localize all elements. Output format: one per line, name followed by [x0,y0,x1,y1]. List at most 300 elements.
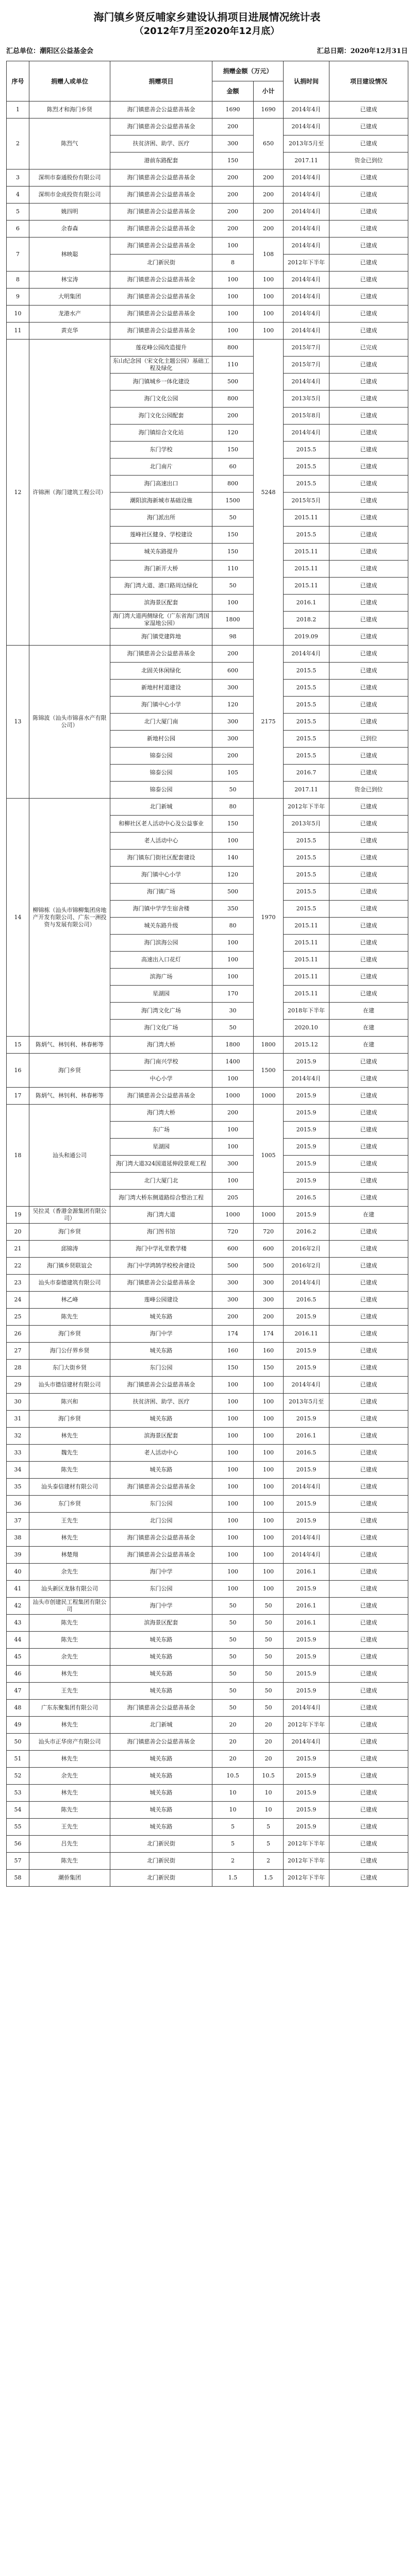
row-no: 45 [7,1649,29,1666]
row-amount: 100 [212,238,254,255]
row-amount: 98 [212,629,254,646]
row-project: 海门中学 [110,1598,212,1615]
row-status: 已建成 [329,1343,408,1360]
row-status: 已建成 [329,459,408,476]
row-status: 已建成 [329,544,408,561]
table-row [7,306,408,323]
row-subtotal: 2175 [254,646,284,799]
row-amount: 174 [212,1326,254,1343]
row-pledge-date: 2015.5 [284,748,329,765]
row-subtotal: 108 [254,238,284,272]
row-project: 海门中学鸿鹄学校校舍建设 [110,1258,212,1275]
row-donor: 陈锦波（汕头市锦喜水产有限公司） [29,646,110,799]
row-status: 已建成 [329,969,408,986]
row-pledge-date: 2014年4月 [284,289,329,306]
row-amount: 300 [212,1292,254,1309]
row-pledge-date: 2015.5 [284,850,329,867]
table-row [7,1207,408,1224]
row-donor: 海门乡贤 [29,1411,110,1428]
row-amount: 100 [212,1547,254,1564]
row-no: 50 [7,1734,29,1751]
row-amount: 150 [212,544,254,561]
row-amount: 50 [212,510,254,527]
row-no: 33 [7,1445,29,1462]
row-subtotal: 1800 [254,1037,284,1054]
row-pledge-date: 2015.9 [284,1768,329,1785]
row-project: 北门公园 [110,1513,212,1530]
row-amount: 5 [212,1819,254,1836]
row-pledge-date: 2013年5月 [284,391,329,408]
table-row [7,1377,408,1394]
row-amount: 100 [212,833,254,850]
table-row [7,1853,408,1870]
row-status: 已建成 [329,578,408,595]
row-donor: 林楚翔 [29,1547,110,1564]
row-status: 已建成 [329,1394,408,1411]
row-status: 资金已到位 [329,782,408,799]
row-donor: 陈先生 [29,1615,110,1632]
row-project: 莲峰社区健身、学校建设 [110,527,212,544]
row-project: 海门镇中学学生宿舍楼 [110,901,212,918]
row-pledge-date: 2018年下半年 [284,1003,329,1020]
table-row [7,1734,408,1751]
row-subtotal: 50 [254,1632,284,1649]
row-subtotal: 5 [254,1836,284,1853]
row-status: 已建成 [329,595,408,612]
row-amount: 100 [212,1173,254,1190]
row-project: 海门镇慈善会公益慈善基金 [110,306,212,323]
header-row [7,61,408,81]
row-project: 海门镇慈善会公益慈善基金 [110,221,212,238]
row-pledge-date: 2016.1 [284,595,329,612]
row-project: 海门镇党建阵地 [110,629,212,646]
row-subtotal: 1005 [254,1105,284,1207]
row-amount: 50 [212,1649,254,1666]
row-amount: 120 [212,425,254,442]
row-pledge-date: 2016.1 [284,1428,329,1445]
row-no: 29 [7,1377,29,1394]
row-pledge-date: 2015.9 [284,1411,329,1428]
header-amount-total: 金额 [212,81,254,101]
row-donor: 林先生 [29,1666,110,1683]
row-donor: 潮侨集团 [29,1870,110,1887]
row-pledge-date: 2014年4月 [284,374,329,391]
row-project: 锦泰公园 [110,765,212,782]
row-pledge-date: 2015.9 [284,1785,329,1802]
row-project: 海门镇慈善会公益慈善基金 [110,646,212,663]
row-status: 已建成 [329,1581,408,1598]
row-pledge-date: 2012年下半年 [284,1870,329,1887]
row-project: 海门镇慈善会公益慈善基金 [110,323,212,340]
row-subtotal: 100 [254,289,284,306]
row-status: 已建成 [329,1428,408,1445]
row-donor: 林映聪 [29,238,110,272]
row-amount: 60 [212,459,254,476]
row-pledge-date: 2015.5 [284,731,329,748]
row-status: 已建成 [329,663,408,680]
row-subtotal: 100 [254,323,284,340]
row-status: 已建成 [329,306,408,323]
row-subtotal: 10.5 [254,1768,284,1785]
row-project: 城关东路 [110,1649,212,1666]
row-donor: 东门乡贤 [29,1496,110,1513]
row-no: 19 [7,1207,29,1224]
row-pledge-date: 2015.11 [284,544,329,561]
row-donor: 林先生 [29,1751,110,1768]
row-amount: 500 [212,374,254,391]
row-no: 11 [7,323,29,340]
row-no: 18 [7,1105,29,1207]
row-no: 43 [7,1615,29,1632]
row-no: 51 [7,1751,29,1768]
row-pledge-date: 2015.5 [284,901,329,918]
row-amount: 50 [212,578,254,595]
row-amount: 200 [212,221,254,238]
row-no: 20 [7,1224,29,1241]
row-project: 东广场 [110,1122,212,1139]
row-amount: 20 [212,1734,254,1751]
row-pledge-date: 2014年4月 [284,425,329,442]
row-amount: 80 [212,918,254,935]
row-amount: 1500 [212,493,254,510]
row-no: 27 [7,1343,29,1360]
row-no: 41 [7,1581,29,1598]
row-amount: 100 [212,272,254,289]
row-pledge-date: 2015.5 [284,697,329,714]
row-amount: 10 [212,1785,254,1802]
table-row [7,1513,408,1530]
row-status: 已建成 [329,1360,408,1377]
row-project: 东门学校 [110,442,212,459]
row-status: 已建成 [329,1462,408,1479]
row-project: 城关东路 [110,1462,212,1479]
row-pledge-date: 2015.11 [284,918,329,935]
row-no: 37 [7,1513,29,1530]
row-donor: 邱锦涛 [29,1241,110,1258]
row-project: 滨海景区配套 [110,1615,212,1632]
row-amount: 300 [212,135,254,152]
table-row [7,1309,408,1326]
row-pledge-date: 2014年4月 [284,1547,329,1564]
row-project: 和柳社区老人活动中心及公益事业 [110,816,212,833]
row-pledge-date: 2015.9 [284,1496,329,1513]
row-amount: 20 [212,1751,254,1768]
row-status: 已建成 [329,510,408,527]
row-status: 在建 [329,1020,408,1037]
row-project: 海门中学 [110,1564,212,1581]
row-amount: 140 [212,850,254,867]
row-amount: 50 [212,1598,254,1615]
table-row [7,1275,408,1292]
row-no: 58 [7,1870,29,1887]
table-row [7,799,408,816]
row-no: 53 [7,1785,29,1802]
row-donor: 王先生 [29,1513,110,1530]
row-amount: 105 [212,765,254,782]
row-project: 城关东路 [110,1632,212,1649]
row-subtotal: 50 [254,1683,284,1700]
row-no: 25 [7,1309,29,1326]
row-status: 在建 [329,1037,408,1054]
row-donor: 广东东聚集团有限公司 [29,1700,110,1717]
row-status: 已建成 [329,561,408,578]
row-pledge-date: 2015.9 [284,1751,329,1768]
table-row [7,1224,408,1241]
row-subtotal: 50 [254,1615,284,1632]
row-project: 老人活动中心 [110,1445,212,1462]
table-row [7,1751,408,1768]
row-project: 莲峰公园建设 [110,1292,212,1309]
row-status: 已建成 [329,357,408,374]
row-amount: 160 [212,1343,254,1360]
table-row [7,1649,408,1666]
row-status: 已建成 [329,1734,408,1751]
row-pledge-date: 2014年4月 [284,187,329,204]
row-amount: 20 [212,1717,254,1734]
row-donor: 陈先生 [29,1802,110,1819]
row-project: 东门公园 [110,1581,212,1598]
table-row [7,118,408,135]
row-amount: 100 [212,1139,254,1156]
row-amount: 300 [212,714,254,731]
row-project: 扶贫济困、助学、医疗 [110,1394,212,1411]
table-row [7,1632,408,1649]
row-project: 海门镇慈善会公益慈善基金 [110,1377,212,1394]
row-no: 12 [7,340,29,646]
row-no: 7 [7,238,29,272]
row-amount: 500 [212,884,254,901]
row-amount: 5 [212,1836,254,1853]
row-donor: 陈炳气、林钊利、林春彬等 [29,1037,110,1054]
row-pledge-date: 2015.9 [284,1581,329,1598]
row-amount: 100 [212,952,254,969]
row-project: 海门镇中心小学 [110,867,212,884]
row-pledge-date: 2015.5 [284,527,329,544]
row-project: 北门新民街 [110,1853,212,1870]
row-status: 已建成 [329,833,408,850]
row-amount: 170 [212,986,254,1003]
row-pledge-date: 2015.9 [284,1207,329,1224]
row-project: 北门南片 [110,459,212,476]
row-status: 已建成 [329,1292,408,1309]
row-subtotal: 100 [254,1564,284,1581]
row-subtotal: 10 [254,1802,284,1819]
row-amount: 720 [212,1224,254,1241]
row-amount: 200 [212,187,254,204]
row-pledge-date: 2016.1 [284,1564,329,1581]
row-status: 资金已到位 [329,152,408,170]
row-status: 已建成 [329,1258,408,1275]
row-status: 已建成 [329,1156,408,1173]
row-amount: 100 [212,1564,254,1581]
row-pledge-date: 2015.11 [284,561,329,578]
row-project: 海门镇慈善会公益慈善基金 [110,187,212,204]
row-subtotal: 100 [254,1547,284,1564]
row-status: 已建成 [329,1836,408,1853]
row-subtotal: 174 [254,1326,284,1343]
row-pledge-date: 2015.11 [284,510,329,527]
row-status: 已建成 [329,204,408,221]
row-pledge-date: 2015.9 [284,1360,329,1377]
row-status: 已建成 [329,408,408,425]
row-no: 28 [7,1360,29,1377]
row-no: 8 [7,272,29,289]
row-no: 48 [7,1700,29,1717]
row-amount: 50 [212,1615,254,1632]
row-pledge-date: 2015年5月 [284,493,329,510]
row-status: 已建成 [329,1139,408,1156]
row-amount: 50 [212,1666,254,1683]
row-subtotal: 20 [254,1717,284,1734]
row-project: 海门新开大桥 [110,561,212,578]
row-status: 已建成 [329,850,408,867]
row-status: 已建成 [329,918,408,935]
row-project: 北固关休闲绿化 [110,663,212,680]
row-project: 海门湾文化广场 [110,1003,212,1020]
row-amount: 500 [212,1258,254,1275]
row-no: 34 [7,1462,29,1479]
row-pledge-date: 2014年4月 [284,101,329,118]
row-subtotal: 100 [254,1462,284,1479]
row-subtotal: 100 [254,1513,284,1530]
row-project: 海门滨海公园 [110,935,212,952]
table-row [7,1836,408,1853]
row-pledge-date: 2015.9 [284,1666,329,1683]
row-project: 海门镇慈善会公益慈善基金 [110,1479,212,1496]
row-pledge-date: 2012年下半年 [284,255,329,272]
row-status: 已建成 [329,1105,408,1122]
row-pledge-date: 2015年8月 [284,408,329,425]
row-donor: 王先生 [29,1683,110,1700]
row-subtotal: 100 [254,272,284,289]
row-pledge-date: 2014年4月 [284,1530,329,1547]
row-project: 海门镇慈善会公益慈善基金 [110,1700,212,1717]
row-amount: 1800 [212,612,254,629]
row-status: 已到位 [329,731,408,748]
row-pledge-date: 2014年4月 [284,1377,329,1394]
row-amount: 300 [212,1275,254,1292]
row-project: 星湖园 [110,1139,212,1156]
row-status: 已建成 [329,323,408,340]
row-subtotal: 50 [254,1649,284,1666]
row-no: 24 [7,1292,29,1309]
row-status: 已建成 [329,1241,408,1258]
row-status: 已建成 [329,697,408,714]
row-status: 已建成 [329,1615,408,1632]
row-donor: 吕先生 [29,1836,110,1853]
row-amount: 8 [212,255,254,272]
row-pledge-date: 2015.5 [284,714,329,731]
row-donor: 林宝涛 [29,272,110,289]
row-project: 城关东路升级 [110,918,212,935]
row-no: 49 [7,1717,29,1734]
row-subtotal: 200 [254,1309,284,1326]
row-subtotal: 20 [254,1734,284,1751]
row-donor: 林先生 [29,1717,110,1734]
row-subtotal: 150 [254,1360,284,1377]
row-project: 北门大厦门北 [110,1173,212,1190]
row-status: 已建成 [329,629,408,646]
row-status: 已建成 [329,1632,408,1649]
row-amount: 800 [212,340,254,357]
row-project: 城关东路 [110,1802,212,1819]
row-project: 城关东路 [110,1309,212,1326]
row-subtotal: 100 [254,1428,284,1445]
row-pledge-date: 2013年5月至 [284,1394,329,1411]
row-no: 30 [7,1394,29,1411]
row-project: 海门镇慈善会公益慈善基金 [110,204,212,221]
row-subtotal: 300 [254,1292,284,1309]
row-no: 15 [7,1037,29,1054]
row-no: 44 [7,1632,29,1649]
row-project: 滨海景区配套 [110,1428,212,1445]
row-no: 26 [7,1326,29,1343]
row-pledge-date: 2012年下半年 [284,1717,329,1734]
table-row [7,170,408,187]
row-donor: 海门镇乡贤联谊会 [29,1258,110,1275]
row-pledge-date: 2014年4月 [284,118,329,135]
row-donor: 陈先生 [29,1632,110,1649]
row-project: 滨海景区配套 [110,595,212,612]
row-subtotal: 1970 [254,799,284,1037]
row-amount: 205 [212,1190,254,1207]
row-status: 已完成 [329,340,408,357]
row-project: 城关东路提升 [110,544,212,561]
row-no: 6 [7,221,29,238]
row-pledge-date: 2015.9 [284,1088,329,1105]
table-row [7,1241,408,1258]
row-amount: 100 [212,1496,254,1513]
row-pledge-date: 2020.10 [284,1020,329,1037]
row-amount: 100 [212,1445,254,1462]
row-status: 已建成 [329,476,408,493]
row-status: 已建成 [329,1190,408,1207]
row-status: 已建成 [329,1088,408,1105]
row-status: 已建成 [329,1683,408,1700]
row-project: 海门文化公园 [110,391,212,408]
org-info [6,45,93,55]
row-pledge-date: 2015.9 [284,1122,329,1139]
row-amount: 110 [212,561,254,578]
row-pledge-date: 2014年4月 [284,1734,329,1751]
row-amount: 200 [212,170,254,187]
row-amount: 200 [212,408,254,425]
row-status: 已建成 [329,1513,408,1530]
row-project: 海门湾大道324国道延伸段景观工程 [110,1156,212,1173]
row-amount: 120 [212,697,254,714]
row-status: 已建成 [329,1751,408,1768]
row-subtotal: 1690 [254,101,284,118]
row-status: 已建成 [329,1173,408,1190]
row-status: 已建成 [329,1479,408,1496]
table-row [7,1411,408,1428]
row-pledge-date: 2013年5月至 [284,135,329,152]
table-row [7,1819,408,1836]
row-subtotal: 5 [254,1819,284,1836]
table-row [7,1326,408,1343]
table-row [7,1802,408,1819]
row-status: 已建成 [329,1700,408,1717]
table-row [7,1564,408,1581]
table-row [7,101,408,118]
row-amount: 100 [212,323,254,340]
row-subtotal: 100 [254,1445,284,1462]
row-project: 海门镇慈善会公益慈善基金 [110,1547,212,1564]
row-donor: 余先生 [29,1564,110,1581]
table-row [7,1581,408,1598]
row-pledge-date: 2014年4月 [284,1071,329,1088]
row-pledge-date: 2015.11 [284,952,329,969]
